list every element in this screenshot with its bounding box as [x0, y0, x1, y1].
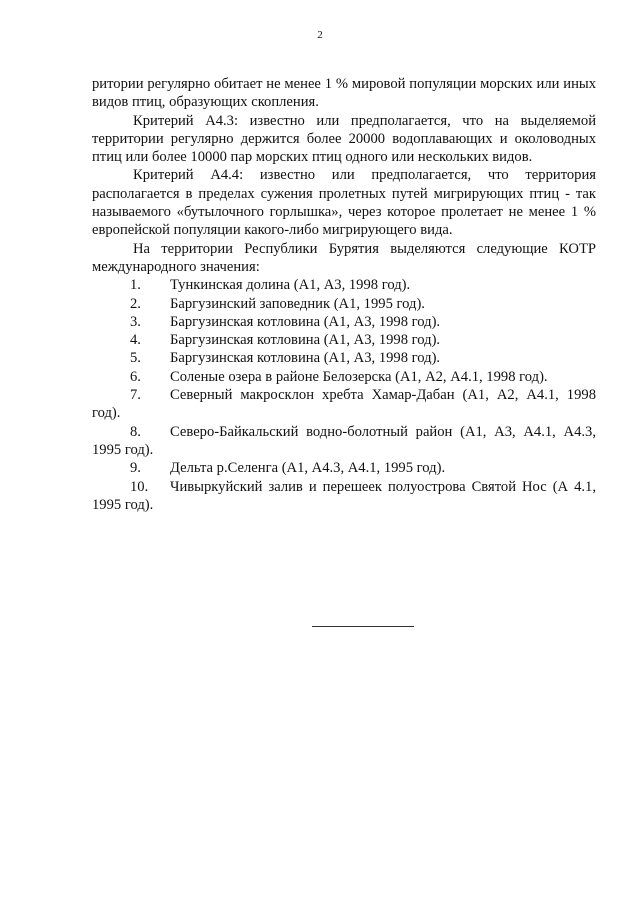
list-item-number: 9. [130, 460, 141, 477]
list-item-text: Дельта р.Селенга (А1, А4.3, А4.1, 1995 год). [170, 460, 446, 477]
paragraph-criterion-a4-4: Критерий А4.4: известно или предполагается, что территория располагается в пределах сужения пролетных путей мигрирующих птиц - так называемого «бутылочного горлышка», через которое пролетает не менее 1 % европейской популяции какого-либо мигрирующего вида. [92, 167, 596, 239]
list-item-number: 6. [130, 368, 141, 385]
list-item-text: Тункинская долина (А1, А3, 1998 год). [170, 277, 411, 294]
list-item-text: Северо-Байкальский водно-болотный район (А1, А3, А4.1, А4.3, 1995 год). [92, 423, 596, 458]
list-item [92, 423, 596, 460]
paragraph-continuation: ритории регулярно обитает не менее 1 % мировой популяции морских или иных видов птиц, образующих скопления. [92, 76, 596, 111]
end-divider-line [312, 626, 414, 627]
list-item [92, 368, 596, 386]
list-item-text: Северный макросклон хребта Хамар-Дабан (А1, А2, А4.1, 1998 год). [92, 387, 596, 422]
list-item-number: 2. [130, 295, 141, 312]
list-item [92, 459, 596, 477]
list-item-text: Баргузинская котловина (А1, А3, 1998 год). [170, 350, 441, 367]
list-item [92, 276, 596, 294]
paragraph-list-intro: На территории Республики Бурятия выделяются следующие КОТР международного значения: [92, 240, 596, 275]
list-item [92, 386, 596, 423]
list-item [92, 313, 596, 331]
list-item-number: 1. [130, 277, 141, 294]
page-number: 2 [317, 29, 323, 41]
list-item [92, 478, 596, 515]
list-item-text: Баргузинская котловина (А1, А3, 1998 год). [170, 313, 441, 330]
list-item-number: 8. [130, 423, 141, 440]
list-item [92, 349, 596, 367]
iba-list [92, 276, 596, 514]
paragraph-criterion-a4-3: Критерий А4.3: известно или предполагается, что на выделяемой территории регулярно держится более 20000 водоплавающих и околоводных птиц или более 10000 пар морских птиц одного или нескольких видов. [92, 112, 596, 166]
list-item-number: 5. [130, 350, 141, 367]
list-item [92, 295, 596, 313]
list-item-text: Баргузинский заповедник (А1, 1995 год). [170, 295, 425, 312]
list-item-number: 7. [130, 387, 141, 404]
list-item [92, 331, 596, 349]
document-body [92, 75, 596, 514]
list-item-text: Баргузинская котловина (А1, А3, 1998 год). [170, 332, 441, 349]
list-item-number: 4. [130, 332, 141, 349]
list-item-text: Соленые озера в районе Белозерска (А1, А2, А4.1, 1998 год). [170, 368, 548, 385]
list-item-number: 10. [130, 478, 149, 495]
list-item-text: Чивыркуйский залив и перешеек полуострова Святой Нос (А 4.1, 1995 год). [92, 478, 596, 513]
list-item-number: 3. [130, 313, 141, 330]
